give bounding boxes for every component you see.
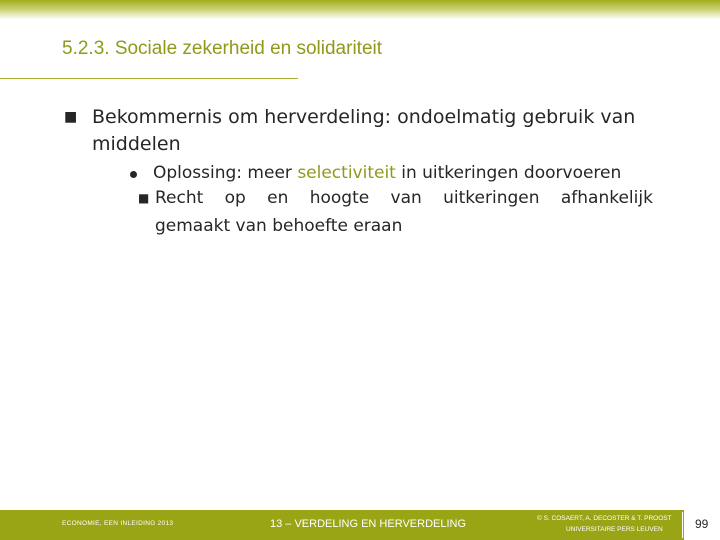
round-bullet-icon <box>130 171 137 178</box>
footer-chapter-label: 13 – VERDELING EN HERVERDELING <box>270 518 467 530</box>
bullet-3-word: en <box>267 188 289 208</box>
bullet-3-word: afhankelijk <box>560 188 653 208</box>
page-number: 99 <box>695 517 709 531</box>
footer-divider <box>682 512 683 538</box>
bullet-2-highlight: selectiviteit <box>297 163 396 183</box>
bullet-3-line-2: gemaakt van behoefte eraan <box>155 216 403 236</box>
square-bullet-small-icon: ■ <box>138 191 150 205</box>
top-gradient-band <box>0 0 720 20</box>
bullet-3-word: op <box>224 188 246 208</box>
footer-copyright: © S. COSAERT, A. DECOSTER & T. PROOST <box>537 515 672 522</box>
bullet-2-suffix: in uitkeringen doorvoeren <box>395 163 622 183</box>
slide-title: 5.2.3. Sociale zekerheid en solidariteit <box>62 38 383 59</box>
bullet-1-line-2: middelen <box>92 133 181 155</box>
footer-bar <box>0 510 720 540</box>
square-bullet-icon: ■ <box>64 109 78 125</box>
footer-course-label: ECONOMIE, EEN INLEIDING 2013 <box>62 520 174 527</box>
bullet-2-text <box>153 163 621 183</box>
bullet-3-line-1 <box>155 188 653 208</box>
bullet-2-prefix: Oplossing: meer <box>153 163 298 183</box>
bullet-3-word: Recht <box>155 188 204 208</box>
bullet-1-line-1: Bekommernis om herverdeling: ondoelmatig gebruik van <box>92 106 636 128</box>
bullet-3-word: uitkeringen <box>443 188 540 208</box>
bullet-3-word: hoogte <box>309 188 370 208</box>
footer-publisher: UNIVERSITAIRE PERS LEUVEN <box>566 526 663 533</box>
bullet-3-word: van <box>390 188 422 208</box>
title-underline <box>0 78 298 79</box>
